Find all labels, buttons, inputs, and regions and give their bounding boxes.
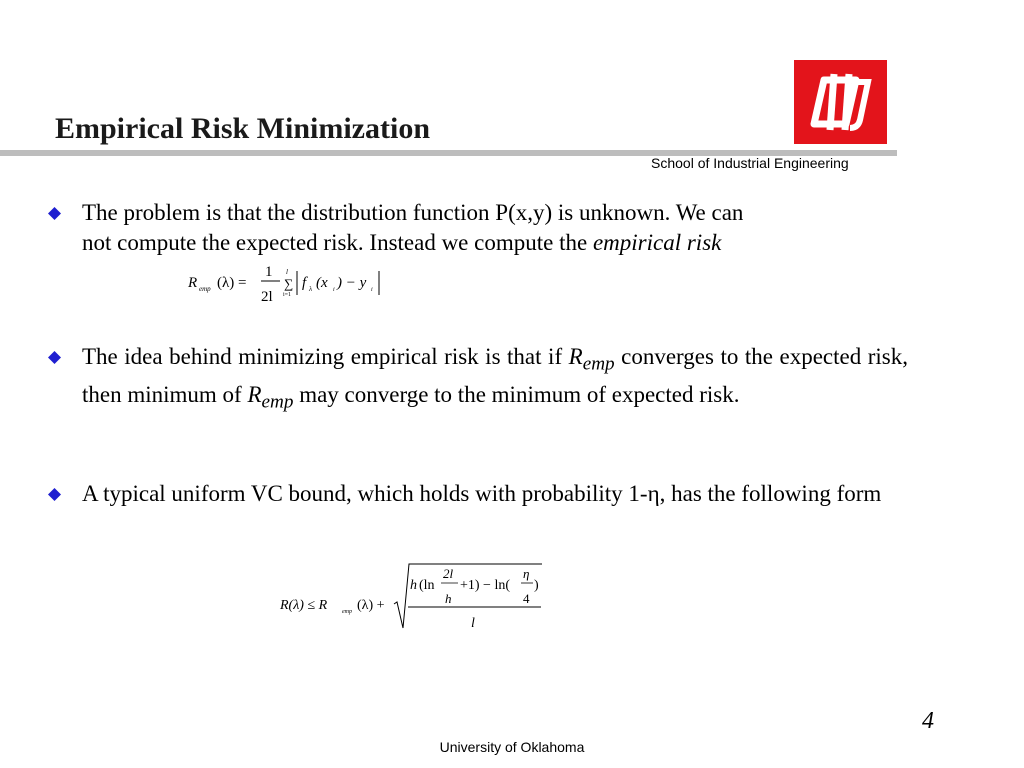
remp-2-sub: emp	[261, 391, 294, 413]
f1-y-sub: i	[371, 287, 373, 293]
f2-close: )	[534, 578, 539, 593]
vc-bound-formula	[278, 560, 548, 638]
bullet-1-plain: not compute the expected risk. Instead we compute the	[82, 230, 593, 255]
f1-arg: (λ) =	[217, 275, 247, 291]
department-label: School of Industrial Engineering	[651, 155, 849, 171]
remp-symbol-1	[568, 344, 615, 375]
diamond-bullet-icon	[48, 207, 61, 220]
bullet-2-text	[82, 342, 908, 417]
f1-den: 2l	[261, 289, 273, 305]
university-logo	[794, 60, 887, 144]
f2-sqrt	[394, 564, 542, 628]
f1-mid: ) − y	[337, 275, 367, 291]
f2-den: l	[471, 616, 475, 631]
f2-plus1: +1) − ln(	[460, 578, 511, 593]
bullet-2-part-2: converges to the expected risk, then minimum of	[82, 344, 908, 407]
f2-hden: h	[445, 591, 452, 606]
diamond-bullet-icon	[48, 351, 61, 364]
f2-lhs: R(λ) ≤ R	[280, 598, 328, 613]
f2-arg: (λ) +	[357, 598, 385, 613]
f2-h: h	[410, 578, 417, 593]
f2-eta: η	[523, 566, 530, 581]
page-number: 4	[922, 708, 934, 734]
f2-2l: 2l	[443, 566, 454, 581]
f1-sum: ∑	[284, 276, 294, 291]
diamond-bullet-icon	[48, 488, 61, 501]
bullet-1-line-1: The problem is that the distribution function P(x,y) is unknown. We can	[82, 200, 744, 225]
bullet-3-part-1: A typical uniform VC bound, which holds with probability 1-	[82, 481, 648, 506]
bullet-3-part-2: , has the following form	[659, 481, 882, 506]
f1-fx: (x	[316, 275, 328, 291]
eta-symbol: η	[647, 481, 660, 506]
slide-title: Empirical Risk Minimization	[55, 112, 430, 145]
f1-sum-bot: i=1	[283, 292, 292, 298]
empirical-risk-formula	[185, 258, 395, 308]
f2-sub: emp	[342, 609, 352, 615]
remp-1-sub: emp	[582, 353, 615, 375]
bullet-1-text	[82, 198, 908, 258]
remp-symbol-2	[247, 381, 294, 413]
remp-1-r: R	[568, 344, 583, 369]
f1-f-sub: λ	[309, 285, 313, 293]
f1-f: f	[302, 275, 307, 291]
empirical-risk-term: empirical risk	[592, 230, 722, 255]
f2-ln1: (ln	[419, 578, 435, 593]
f1-x-sub: i	[333, 287, 335, 293]
footer-university: University of Oklahoma	[439, 739, 585, 755]
f2-four: 4	[523, 591, 530, 606]
f1-num: 1	[265, 264, 273, 280]
f1-r: R	[188, 275, 198, 291]
bullet-3-text	[82, 479, 908, 509]
bullet-2-part-3: may converge to the minimum of expected risk.	[293, 381, 740, 407]
remp-2-r: R	[247, 381, 262, 407]
f1-sub: emp	[199, 285, 211, 293]
bullet-1-line-2	[82, 228, 908, 258]
bullet-2-part-1: The idea behind minimizing empirical risk is that if	[82, 344, 569, 369]
f1-sum-top: l	[286, 268, 288, 276]
